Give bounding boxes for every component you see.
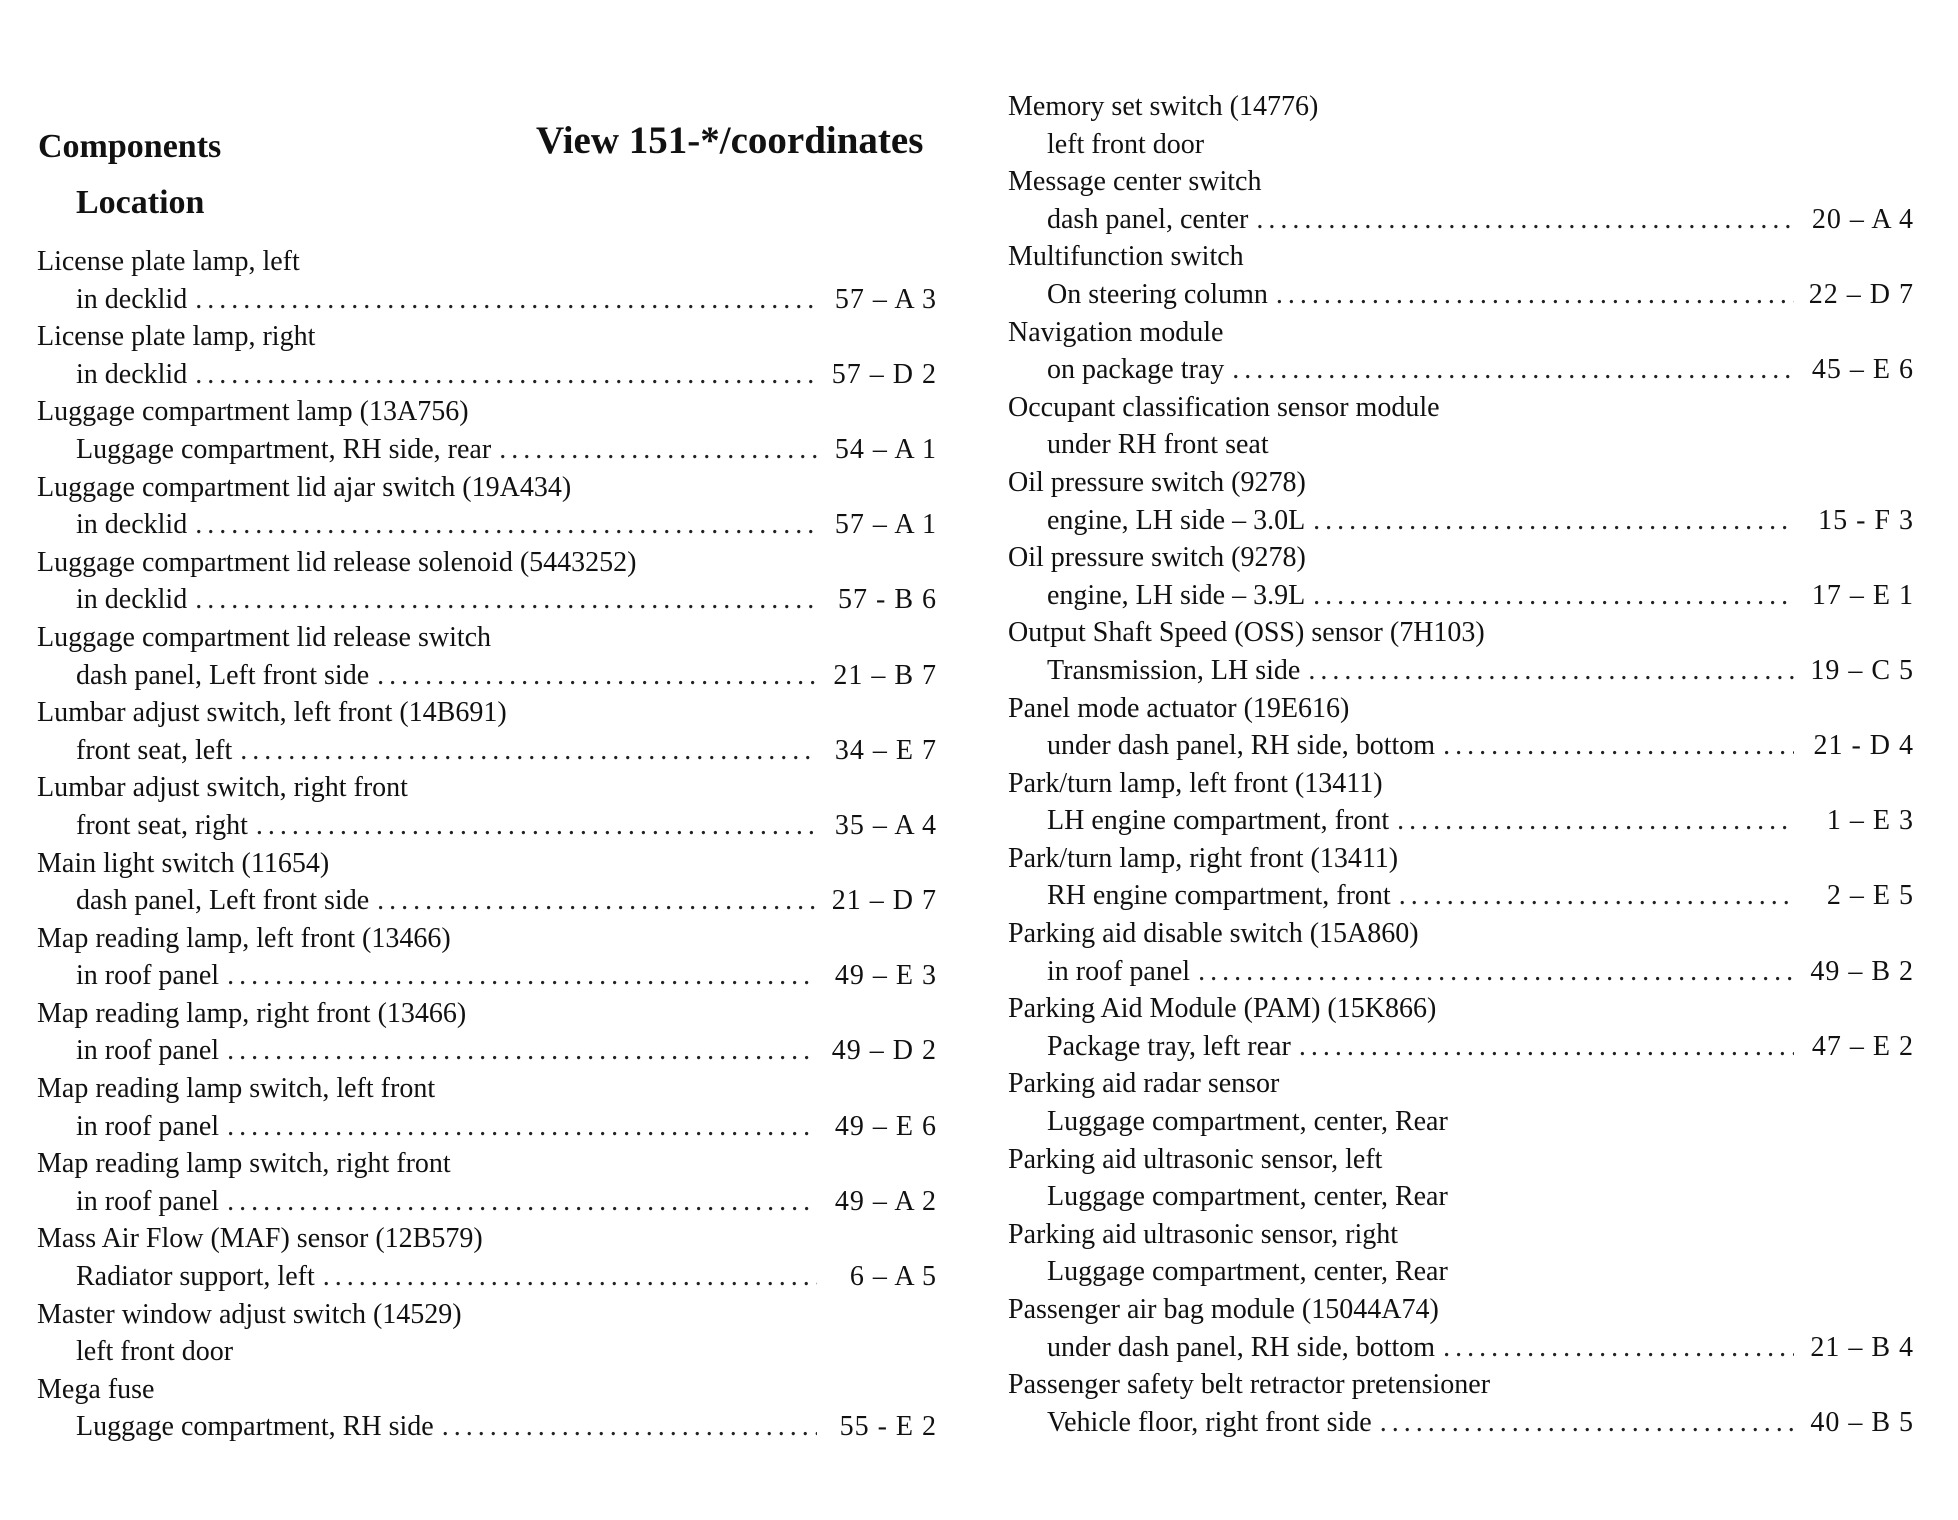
component-location-row [1008,577,1914,615]
dot-leader [1305,577,1794,615]
component-entry [1008,915,1914,990]
view-coordinate: 45 – E 6 [1811,354,1914,386]
left-column [37,243,937,1446]
component-entry [37,544,937,619]
component-entry [1008,1216,1914,1291]
component-location-row [1008,1404,1914,1442]
view-coordinate: 15 - F 3 [1818,504,1914,536]
dot-leader [1248,201,1794,239]
view-coordinate: 57 – D 2 [831,358,937,390]
component-entry [1008,238,1914,313]
component-location: front seat, left [76,734,233,766]
component-name: Parking aid ultrasonic sensor, right [1008,1218,1399,1250]
component-location-row [37,1258,937,1296]
component-name: Panel mode actuator (19E616) [1008,692,1350,724]
component-location-row [1008,1253,1914,1291]
component-entry [1008,765,1914,840]
dot-leader [187,281,817,319]
component-location: left front door [76,1336,234,1368]
view-coordinate [817,1333,937,1371]
dot-leader [1268,276,1794,314]
view-coordinate: 54 – A 1 [834,433,937,465]
dot-leader [233,1333,817,1371]
component-location: under dash panel, RH side, bottom [1047,730,1436,762]
component-location: Luggage compartment, RH side [76,1411,434,1443]
component-location: Package tray, left rear [1047,1030,1291,1062]
component-location-row [37,581,937,619]
component-name: License plate lamp, right [37,321,316,353]
dot-leader [491,431,817,469]
view-coordinate: 57 – A 1 [834,509,937,541]
component-name: Park/turn lamp, left front (13411) [1008,767,1383,799]
component-name: Parking aid disable switch (15A860) [1008,918,1419,950]
dot-leader [1291,1028,1794,1066]
component-name: Passenger safety belt retractor pretensioner [1008,1369,1491,1401]
component-entry [37,1220,937,1295]
view-coordinate [1794,1253,1914,1291]
view-coordinate: 49 – A 2 [834,1185,937,1217]
component-entry [37,995,937,1070]
component-location: RH engine compartment, front [1047,880,1391,912]
component-entry [1008,990,1914,1065]
dot-leader [1389,802,1794,840]
dot-leader [187,356,817,394]
component-entry [37,845,937,920]
component-entry [1008,389,1914,464]
component-location: Luggage compartment, center, Rear [1047,1256,1448,1288]
view-coordinate: 47 – E 2 [1811,1030,1914,1062]
view-coordinate [1794,1178,1914,1216]
dot-leader [219,957,817,995]
component-location-row [37,732,937,770]
component-name: Passenger air bag module (15044A74) [1008,1294,1439,1325]
component-location: Luggage compartment, RH side, rear [76,433,492,465]
view-coordinate: 19 – C 5 [1810,654,1914,686]
component-entry [37,1371,937,1446]
component-location: dash panel, Left front side [76,659,370,691]
component-location: in decklid [76,358,188,390]
dot-leader [1448,1253,1794,1291]
component-name: Oil pressure switch (9278) [1008,466,1306,498]
component-name: Luggage compartment lid release switch [37,621,492,653]
header-location: Location [76,184,205,221]
component-location-row [37,1333,937,1371]
view-coordinate: 2 – E 5 [1826,880,1914,912]
view-coordinate: 21 – D 7 [831,885,937,917]
component-location: in roof panel [76,1185,220,1217]
component-location-row [37,1032,937,1070]
component-location: in roof panel [76,1110,220,1142]
component-entry [1008,464,1914,539]
view-coordinate: 49 – E 6 [834,1110,937,1142]
component-location-row [1008,351,1914,389]
view-coordinate: 49 – B 2 [1810,955,1914,987]
view-coordinate: 35 – A 4 [834,809,937,841]
component-entry [37,1296,937,1371]
component-name: Parking aid ultrasonic sensor, left [1008,1143,1383,1175]
dot-leader [1372,1404,1794,1442]
view-coordinate: 17 – E 1 [1811,579,1914,611]
view-coordinate: 20 – A 4 [1811,203,1914,235]
component-name: Parking aid radar sensor [1008,1068,1280,1100]
component-name: Main light switch (11654) [37,847,330,879]
component-entry [1008,1366,1914,1441]
component-location: on package tray [1047,354,1225,386]
dot-leader [232,732,817,770]
component-entry [1008,840,1914,915]
component-entry [37,619,937,694]
view-coordinate [1794,126,1914,164]
component-entry [37,469,937,544]
component-location-row [1008,1178,1914,1216]
component-location-row [37,506,937,544]
view-coordinate: 40 – B 5 [1810,1406,1914,1438]
component-location: front seat, right [76,809,248,841]
component-entry [1008,1291,1914,1366]
dot-leader [434,1408,817,1446]
view-coordinate: 57 – A 3 [834,283,937,315]
component-name: Luggage compartment lamp (13A756) [37,396,469,428]
component-location-row [37,281,937,319]
component-location: Transmission, LH side [1047,654,1301,686]
component-name: Mega fuse [37,1373,155,1405]
component-location-row [1008,877,1914,915]
component-location: under dash panel, RH side, bottom [1047,1331,1436,1363]
dot-leader [1448,1178,1794,1216]
component-location: LH engine compartment, front [1047,805,1390,837]
dot-leader [1300,652,1794,690]
component-name: Master window adjust switch (14529) [37,1298,462,1330]
component-name: Occupant classification sensor module [1008,391,1440,423]
header-components: Components [38,128,222,165]
component-location: On steering column [1047,278,1268,310]
component-location: Luggage compartment, center, Rear [1047,1106,1448,1138]
component-name: Map reading lamp switch, right front [37,1148,451,1180]
dot-leader [1224,351,1794,389]
component-location: dash panel, center [1047,203,1249,235]
dot-leader [1269,426,1794,464]
dot-leader [315,1258,817,1296]
dot-leader [1190,953,1794,991]
dot-leader [369,657,817,695]
component-location-row [37,1108,937,1146]
component-name: Luggage compartment lid ajar switch (19A434) [37,471,572,503]
component-entry [1008,1065,1914,1140]
component-name: Oil pressure switch (9278) [1008,542,1306,574]
component-location: in roof panel [76,1035,220,1067]
view-coordinate: 21 – B 7 [833,659,937,691]
header-view: View 151-*/coordinates [536,119,924,162]
component-location-row [1008,1329,1914,1367]
component-location: engine, LH side – 3.9L [1047,579,1306,611]
view-coordinate [1794,1103,1914,1141]
component-location: Vehicle floor, right front side [1047,1406,1372,1438]
component-location: engine, LH side – 3.0L [1047,504,1306,536]
component-location-row [37,1408,937,1446]
component-name: Output Shaft Speed (OSS) sensor (7H103) [1008,617,1485,649]
dot-leader [248,807,817,845]
component-name: Mass Air Flow (MAF) sensor (12B579) [37,1223,483,1255]
component-name: License plate lamp, left [37,246,300,277]
right-column [1008,88,1914,1441]
component-location-row [1008,1103,1914,1141]
component-location-row [37,807,937,845]
component-location-row [1008,1028,1914,1066]
component-entry [37,694,937,769]
view-coordinate: 22 – D 7 [1808,278,1914,310]
component-name: Lumbar adjust switch, right front [37,772,408,804]
component-entry [1008,88,1914,163]
dot-leader [1435,1329,1794,1367]
component-entry [1008,614,1914,689]
component-location: in decklid [76,283,188,315]
component-location: left front door [1047,128,1205,160]
component-location-row [37,431,937,469]
dot-leader [1448,1103,1794,1141]
component-entry [37,769,937,844]
component-location-row [1008,652,1914,690]
view-coordinate [1794,426,1914,464]
component-location-row [1008,276,1914,314]
view-coordinate: 49 – E 3 [834,960,937,992]
component-entry [37,1070,937,1145]
view-coordinate: 6 – A 5 [849,1261,937,1293]
component-name: Message center switch [1008,166,1262,198]
component-location: in decklid [76,509,188,541]
dot-leader [1204,126,1794,164]
dot-leader [187,581,817,619]
component-location-row [1008,727,1914,765]
view-coordinate: 34 – E 7 [834,734,937,766]
component-location: in roof panel [1047,955,1191,987]
component-location: Radiator support, left [76,1261,315,1293]
component-location-row [1008,802,1914,840]
component-name: Memory set switch (14776) [1008,91,1319,122]
dot-leader [369,882,817,920]
dot-leader [219,1183,817,1221]
dot-leader [1305,502,1794,540]
component-name: Navigation module [1008,316,1224,348]
component-name: Lumbar adjust switch, left front (14B691) [37,697,507,729]
component-name: Map reading lamp switch, left front [37,1073,436,1105]
component-location-row [37,882,937,920]
component-location-row [1008,426,1914,464]
component-name: Map reading lamp, right front (13466) [37,997,467,1029]
view-coordinate: 49 – D 2 [831,1035,937,1067]
component-name: Multifunction switch [1008,241,1244,273]
component-entry [37,920,937,995]
dot-leader [187,506,817,544]
component-location-row [1008,953,1914,991]
view-coordinate: 55 - E 2 [839,1411,937,1443]
dot-leader [219,1108,817,1146]
component-location: Luggage compartment, center, Rear [1047,1181,1448,1213]
component-location-row [1008,201,1914,239]
view-coordinate: 1 – E 3 [1826,805,1914,837]
component-location-row [37,1183,937,1221]
component-location: under RH front seat [1047,429,1269,461]
component-entry [1008,314,1914,389]
component-entry [1008,690,1914,765]
component-entry [37,318,937,393]
component-name: Park/turn lamp, right front (13411) [1008,842,1399,874]
component-location-row [37,957,937,995]
component-location-row [37,657,937,695]
component-location-row [1008,126,1914,164]
component-entry [37,243,937,318]
view-coordinate: 21 - D 4 [1813,730,1914,762]
component-entry [1008,1141,1914,1216]
dot-leader [1435,727,1794,765]
view-coordinate: 57 - B 6 [838,584,937,616]
component-entry [1008,163,1914,238]
component-entry [37,393,937,468]
component-name: Map reading lamp, left front (13466) [37,922,451,954]
component-name: Parking Aid Module (PAM) (15K866) [1008,993,1437,1025]
component-location-row [1008,502,1914,540]
dot-leader [219,1032,817,1070]
view-coordinate: 21 – B 4 [1810,1331,1914,1363]
component-location: in roof panel [76,960,220,992]
component-location-row [37,356,937,394]
component-location: in decklid [76,584,188,616]
dot-leader [1391,877,1794,915]
component-entry [37,1145,937,1220]
component-entry [1008,539,1914,614]
component-name: Luggage compartment lid release solenoid (5443252) [37,546,637,578]
component-location: dash panel, Left front side [76,885,370,917]
